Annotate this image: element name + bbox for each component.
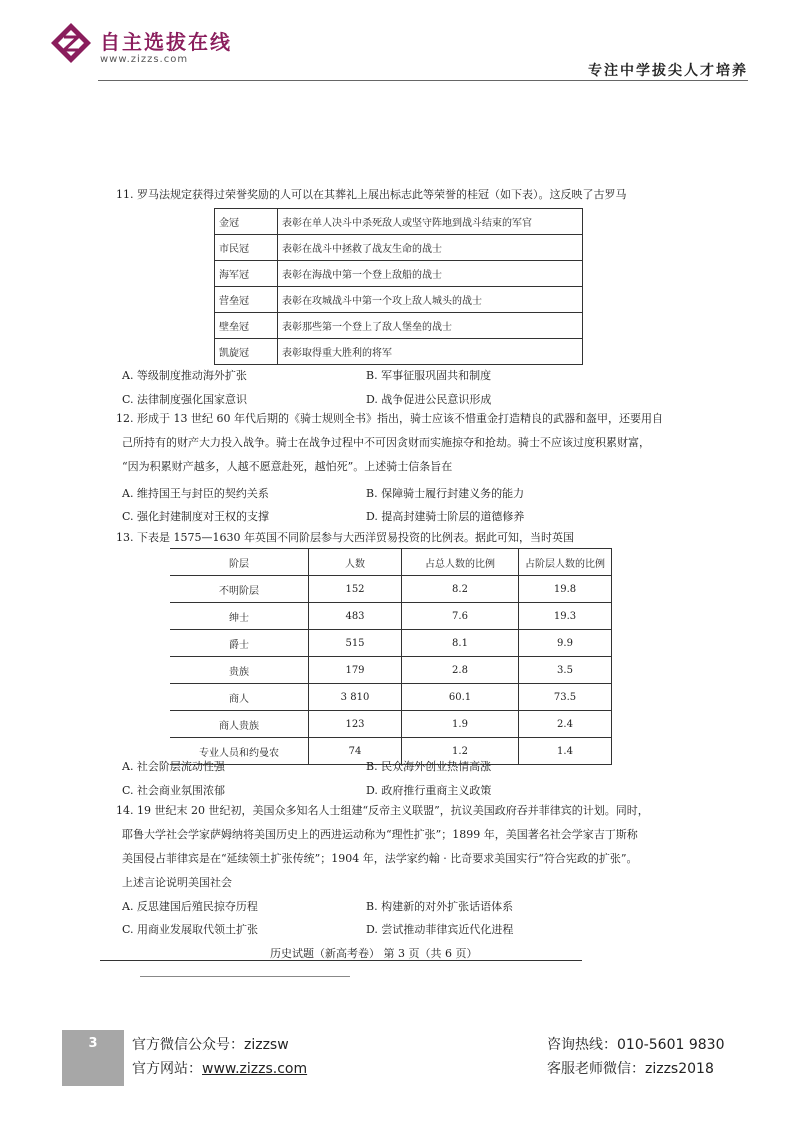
- table-cell: 绅士: [170, 603, 309, 630]
- table-cell: 8.2: [402, 576, 519, 603]
- footer-divider-short: [140, 976, 350, 977]
- table-cell: 152: [309, 576, 402, 603]
- table-cell: 3.5: [519, 657, 612, 684]
- table-cell: 商人贵族: [170, 711, 309, 738]
- table-cell: 1.9: [402, 711, 519, 738]
- q11-option-b: B. 军事征服巩固共和制度: [366, 369, 492, 382]
- header-divider: [98, 80, 748, 81]
- table-cell: 60.1: [402, 684, 519, 711]
- service-wechat: 客服老师微信：zizzs2018: [547, 1061, 714, 1077]
- q14-option-b: B. 构建新的对外扩张话语体系: [366, 900, 514, 913]
- q11-option-a: A. 等级制度推动海外扩张: [122, 369, 247, 382]
- q11-table: [214, 208, 583, 365]
- table-cell: 表彰取得重大胜利的将军: [278, 339, 583, 365]
- q12-line-1: 12. 形成于 13 世纪 60 年代后期的《骑士规则全书》指出，骑士应该不惜重金打造精良的武器和盔甲，还要用自: [116, 412, 663, 425]
- table-cell: 1.2: [402, 738, 519, 765]
- table-cell: 74: [309, 738, 402, 765]
- official-site-label: 官方网站：: [132, 1061, 202, 1077]
- table-row: [215, 209, 583, 235]
- table-row: [215, 339, 583, 365]
- q14-line-1: 14. 19 世纪末 20 世纪初，美国众多知名人士组建“反帝主义联盟”，抗议美国政府吞并菲律宾的计划。同时，: [116, 804, 649, 817]
- table-cell: 表彰在单人决斗中杀死敌人或坚守阵地到战斗结束的军官: [278, 209, 583, 235]
- brand-url: www.zizzs.com: [100, 54, 189, 65]
- q12-line-3: “因为积累财产越多，人越不愿意赴死，越怕死”。上述骑士信条旨在: [122, 460, 453, 473]
- table-cell: 2.8: [402, 657, 519, 684]
- table-cell: 19.8: [519, 576, 612, 603]
- table-cell: 市民冠: [215, 235, 278, 261]
- table-cell: 3 810: [309, 684, 402, 711]
- q12-option-c: C. 强化封建制度对王权的支撑: [122, 510, 270, 523]
- table-row: [170, 576, 612, 603]
- q13-option-b: B. 民众海外创业热情高涨: [366, 760, 492, 773]
- q14-line-4: 上述言论说明美国社会: [122, 876, 232, 889]
- table-cell: 8.1: [402, 630, 519, 657]
- hotline: 咨询热线：010-5601 9830: [547, 1037, 725, 1053]
- table-cell: 表彰在攻城战斗中第一个攻上敌人城头的战士: [278, 287, 583, 313]
- q12-option-b: B. 保障骑士履行封建义务的能力: [366, 487, 525, 500]
- footer-divider: [100, 960, 582, 961]
- table-row: [170, 684, 612, 711]
- paper-page-footer: 历史试题（新高考卷） 第 3 页（共 6 页）: [270, 947, 478, 960]
- q11-option-d: D. 战争促进公民意识形成: [366, 393, 492, 406]
- header-slogan: 专注中学拔尖人才培养: [588, 63, 748, 79]
- table-row: [215, 235, 583, 261]
- wechat-account: 官方微信公众号：zizzsw: [132, 1037, 289, 1053]
- table-cell: 515: [309, 630, 402, 657]
- table-row: [170, 630, 612, 657]
- q12-line-2: 己所持有的财产大力投入战争。骑士在战争过程中不可因贪财而实施掠夺和抢劫。骑士不应该过度积累财富，: [122, 436, 650, 449]
- q11-option-c: C. 法律制度强化国家意识: [122, 393, 248, 406]
- table-row: [215, 313, 583, 339]
- table-header: 人数: [309, 549, 402, 576]
- q13-table: [170, 548, 612, 765]
- table-cell: 179: [309, 657, 402, 684]
- q14-line-3: 美国侵占菲律宾是在“延续领土扩张传统”；1904 年，法学家约翰 · 比奇要求美国实行“符合宪政的扩张”。: [122, 852, 638, 865]
- table-cell: 19.3: [519, 603, 612, 630]
- table-row: [170, 657, 612, 684]
- table-cell: 1.4: [519, 738, 612, 765]
- table-cell: 营垒冠: [215, 287, 278, 313]
- table-cell: 7.6: [402, 603, 519, 630]
- table-header: 占阶层人数的比例: [519, 549, 612, 576]
- table-cell: 不明阶层: [170, 576, 309, 603]
- official-site-link[interactable]: www.zizzs.com: [202, 1061, 308, 1077]
- table-cell: 123: [309, 711, 402, 738]
- q13-option-d: D. 政府推行重商主义政策: [366, 784, 492, 797]
- table-header: 占总人数的比例: [402, 549, 519, 576]
- table-cell: 贵族: [170, 657, 309, 684]
- q14-line-2: 耶鲁大学社会学家萨姆纳将美国历史上的西进运动称为“理性扩张”；1899 年，美国著名社会学家吉丁斯称: [122, 828, 638, 841]
- table-header-row: [170, 549, 612, 576]
- table-header: 阶层: [170, 549, 309, 576]
- table-cell: 海军冠: [215, 261, 278, 287]
- q12-option-a: A. 维持国王与封臣的契约关系: [122, 487, 269, 500]
- q12-option-d: D. 提高封建骑士阶层的道德修养: [366, 510, 525, 523]
- table-row: [170, 711, 612, 738]
- table-cell: 爵士: [170, 630, 309, 657]
- brand-name: 自主选拔在线: [100, 30, 232, 54]
- table-cell: 9.9: [519, 630, 612, 657]
- page-number: 3: [62, 1030, 124, 1086]
- table-cell: 凯旋冠: [215, 339, 278, 365]
- table-cell: 73.5: [519, 684, 612, 711]
- q13-option-a: A. 社会阶层流动性强: [122, 760, 225, 773]
- q14-option-c: C. 用商业发展取代领土扩张: [122, 923, 259, 936]
- official-site: [132, 1058, 307, 1078]
- zizzs-logo: [50, 22, 92, 64]
- q13-option-c: C. 社会商业氛围浓郁: [122, 784, 226, 797]
- table-cell: 金冠: [215, 209, 278, 235]
- table-cell: 专业人员和约曼农: [170, 738, 309, 765]
- table-cell: 商人: [170, 684, 309, 711]
- q11-stem: 11. 罗马法规定获得过荣誉奖励的人可以在其葬礼上展出标志此等荣誉的桂冠（如下表）。这反映了古罗马: [116, 188, 627, 201]
- table-cell: 表彰那些第一个登上了敌人堡垒的战士: [278, 313, 583, 339]
- table-cell: 483: [309, 603, 402, 630]
- table-row: [170, 603, 612, 630]
- table-row: [215, 287, 583, 313]
- table-cell: 表彰在海战中第一个登上敌船的战士: [278, 261, 583, 287]
- q14-option-a: A. 反思建国后殖民掠夺历程: [122, 900, 258, 913]
- q13-stem: 13. 下表是 1575—1630 年英国不同阶层参与大西洋贸易投资的比例表。据此可知，当时英国: [116, 531, 574, 544]
- table-cell: 2.4: [519, 711, 612, 738]
- table-row: [215, 261, 583, 287]
- q14-option-d: D. 尝试推动菲律宾近代化进程: [366, 923, 514, 936]
- table-cell: 壁垒冠: [215, 313, 278, 339]
- table-cell: 表彰在战斗中拯救了战友生命的战士: [278, 235, 583, 261]
